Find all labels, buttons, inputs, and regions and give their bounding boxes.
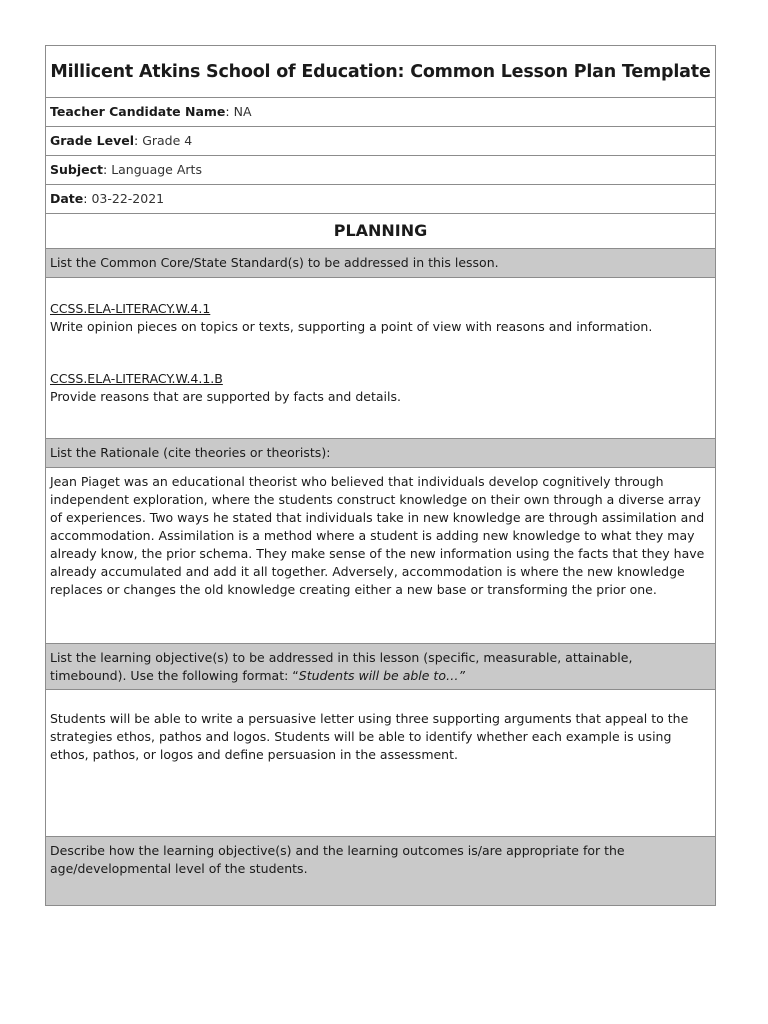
objective-prompt <box>46 644 716 690</box>
describe-prompt: Describe how the learning objective(s) and the learning outcomes is/are appropriate for the age/developmental level of the students. <box>46 837 716 906</box>
standard-item <box>50 278 711 336</box>
date-value: 03-22-2021 <box>91 191 165 206</box>
subject-row <box>46 156 716 185</box>
subject-value: Language Arts <box>111 162 202 177</box>
grade-level-row <box>46 127 716 156</box>
subject-label: Subject <box>50 162 103 177</box>
planning-heading: PLANNING <box>46 214 716 249</box>
document-title: Millicent Atkins School of Education: Common Lesson Plan Template <box>46 46 716 98</box>
grade-level-separator: : <box>134 133 143 148</box>
standard-item <box>50 336 711 406</box>
teacher-name-row <box>46 98 716 127</box>
teacher-name-value: NA <box>233 104 252 119</box>
date-row <box>46 185 716 214</box>
rationale-prompt: List the Rationale (cite theories or theorists): <box>46 439 716 468</box>
teacher-name-separator: : <box>225 104 234 119</box>
lesson-plan-table <box>45 45 716 906</box>
objective-prompt-text: List the learning objective(s) to be addressed in this lesson (specific, measurable, attainable, timebound). Use the following format: “ <box>50 649 633 683</box>
teacher-name-label: Teacher Candidate Name <box>50 104 226 119</box>
grade-level-value: Grade 4 <box>142 133 193 148</box>
objective-prompt-format: Students will be able to…” <box>298 667 465 683</box>
standard-description: Provide reasons that are supported by facts and details. <box>50 389 401 404</box>
standard-link[interactable]: CCSS.ELA-LITERACY.W.4.1 <box>50 301 211 316</box>
standard-description: Write opinion pieces on topics or texts, supporting a point of view with reasons and information. <box>50 319 653 334</box>
subject-separator: : <box>103 162 112 177</box>
objective-text: Students will be able to write a persuasive letter using three supporting arguments that appeal to the strategies ethos, pathos and logos. Students will be able to identify whether each example is using ethos, pathos, or logos and define persuasion in the assessment. <box>46 690 716 837</box>
standard-link[interactable]: CCSS.ELA-LITERACY.W.4.1.B <box>50 371 223 386</box>
date-separator: : <box>83 191 92 206</box>
standards-prompt: List the Common Core/State Standard(s) to be addressed in this lesson. <box>46 249 716 278</box>
date-label: Date <box>50 191 84 206</box>
grade-level-label: Grade Level <box>50 133 134 148</box>
rationale-text: Jean Piaget was an educational theorist who believed that individuals develop cognitively through independent exploration, where the students construct knowledge on their own through a diverse array of experiences. Two ways he stated that individuals take in new knowledge are through assimilation and accommodation. Assimilation is a method where a student is adding new knowledge to what they may already know, the prior schema. They make sense of the new information using the facts that they have already accumulated and add it all together. Adversely, accommodation is where the new knowledge replaces or changes the old knowledge creating either a new base or transforming the prior one. <box>46 468 716 644</box>
standards-cell <box>46 278 716 439</box>
